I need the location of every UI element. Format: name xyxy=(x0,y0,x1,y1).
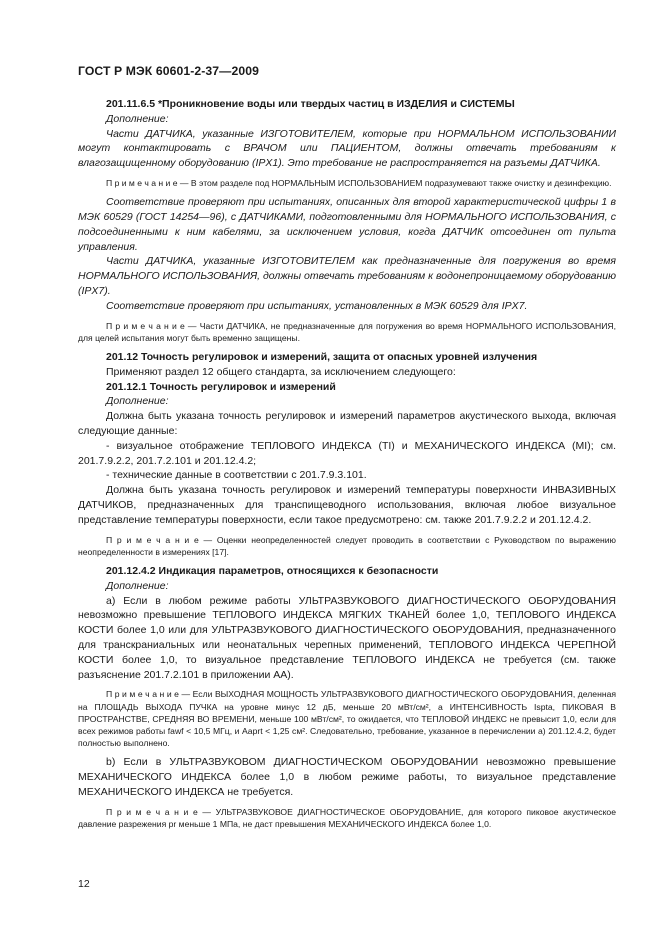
list-item: b) Если в УЛЬТРАЗВУКОВОМ ДИАГНОСТИЧЕСКОМ ОБОРУДОВАНИИ невозможно превышение МЕХАНИЧЕСКОГО ИНДЕКСА более 1,0 в любом режиме работы, то визуальное представление МЕХАНИЧЕСКОГО ИНДЕКСА не требуется. xyxy=(78,756,616,798)
section-heading: 201.11.6.5 *Проникновение воды или твердых частиц в ИЗДЕЛИЯ и СИСТЕМЫ xyxy=(106,98,515,110)
note: П р и м е ч а н и е — Оценки неопределенностей следует проводить в соответствии с Руководством по выражению неопределенности в измерениях [17]. xyxy=(78,534,616,557)
addition-label: Дополнение: xyxy=(106,112,169,125)
note: П р и м е ч а н и е — В этом разделе под НОРМАЛЬНЫМ ИСПОЛЬЗОВАНИЕМ подразумевают также очистку и дезинфекцию. xyxy=(106,177,612,188)
note: П р и м е ч а н и е — Если ВЫХОДНАЯ МОЩНОСТЬ УЛЬТРАЗВУКОВОГО ДИАГНОСТИЧЕСКОГО ОБОРУДОВАНИЯ, деленная на ПЛОЩАДЬ ВЫХОДА ПУЧКА на уровне минус 12 дБ, меньше 20 мВт/см², а ИНТЕНСИВНОСТЬ Ispta, ПИКОВАЯ В ПРОСТРАНСТВЕ, СРЕДНЯЯ ВО ВРЕМЕНИ, меньше 100 мВт/см², то ожидается, что ТЕПЛОВОЙ ИНДЕКС не превысит 1,0, если для всех режимов работы fawf < 10,5 МГц, и Aaprt < 1,25 см². Следовательно, требование, указанное в перечислении а) 201.12.4.2, будет полностью выполнено. xyxy=(78,689,616,749)
paragraph: Части ДАТЧИКА, указанные ИЗГОТОВИТЕЛЕМ, которые при НОРМАЛЬНОМ ИСПОЛЬЗОВАНИИ могут контактировать с ВРАЧОМ или ПАЦИЕНТОМ, должны отвечать требованиям к влагозащищенному оборудованию (IPX1). Это требование не распространяется на разъемы ДАТЧИКА. xyxy=(78,127,616,170)
paragraph: Соответствие проверяют при испытаниях, установленных в МЭК 60529 для IPX7. xyxy=(106,299,528,312)
paragraph: Соответствие проверяют при испытаниях, описанных для второй характеристической цифры 1 в МЭК 60529 (ГОСТ 14254—96), с ДАТЧИКАМИ, подготовленными для НОРМАЛЬНОГО ИСПОЛЬЗОВАНИЯ, с подсоединенными к ним кабелями, за исключением условия, когда ДАТЧИК отсоединен от пульта управления. xyxy=(78,196,616,253)
addition-label: Дополнение: xyxy=(106,579,169,592)
section-heading: 201.12.1 Точность регулировок и измерений xyxy=(106,380,336,393)
paragraph: Применяют раздел 12 общего стандарта, за исключением следующего: xyxy=(106,365,456,378)
paragraph: Части ДАТЧИКА, указанные ИЗГОТОВИТЕЛЕМ как предназначенные для погружения во время НОРМАЛЬНОГО ИСПОЛЬЗОВАНИЯ, должны отвечать требованиям к водонепроницаемому оборудованию (IPX7). xyxy=(78,255,616,297)
list-item: - технические данные в соответствии с 201.7.9.3.101. xyxy=(106,469,367,482)
note: П р и м е ч а н и е — Части ДАТЧИКА, не предназначенные для погружения во время НОРМАЛЬНОГО ИСПОЛЬЗОВАНИЯ, для целей испытания могут быть временно защищены. xyxy=(78,320,616,343)
section-heading: 201.12 Точность регулировок и измерений, защита от опасных уровней излучения xyxy=(106,350,538,363)
paragraph: Должна быть указана точность регулировок и измерений температуры поверхности ИНВАЗИВНЫХ ДАТЧИКОВ, предназначенных для транспищеводного использования, включая любое визуальное представление температуры поверхности, если такое предусмотрено: см. также 201.7.9.2.2 и 201.12.4.2. xyxy=(78,484,616,526)
document-header: ГОСТ Р МЭК 60601-2-37—2009 xyxy=(78,64,259,78)
addition-label: Дополнение: xyxy=(106,395,169,408)
document-body xyxy=(78,97,616,830)
section-heading: 201.12.4.2 Индикация параметров, относящихся к безопасности xyxy=(106,564,439,577)
page-number: 12 xyxy=(78,878,90,890)
list-item: a) Если в любом режиме работы УЛЬТРАЗВУКОВОГО ДИАГНОСТИЧЕСКОГО ОБОРУДОВАНИЯ невозможно превышение ТЕПЛОВОГО ИНДЕКСА МЯГКИХ ТКАНЕЙ более 1,0, ТЕПЛОВОГО ИНДЕКСА КОСТИ более 1,0 или для УЛЬТРАЗВУКОВОГО ДИАГНОСТИЧЕСКОГО ОБОРУДОВАНИЯ, предназначенного для транскраниальных или неонатальных черепных применений, ТЕПЛОВОГО ИНДЕКСА ЧЕРЕПНОЙ КОСТИ более 1,0, то визуальное представление ТЕПЛОВОГО ИНДЕКСА не требуется (см. также разъяснение 201.7.2.101 в приложении АА). xyxy=(78,594,616,681)
list-item: - визуальное отображение ТЕПЛОВОГО ИНДЕКСА (TI) и МЕХАНИЧЕСКОГО ИНДЕКСА (MI); см. 201.7.9.2.2, 201.7.2.101 и 201.12.4.2; xyxy=(78,439,616,467)
note: П р и м е ч а н и е — УЛЬТРАЗВУКОВОЕ ДИАГНОСТИЧЕСКОЕ ОБОРУДОВАНИЕ, для которого пиковое акустическое давление разрежения pr меньше 1 МПа, не даст превышения МЕХАНИЧЕСКОГО ИНДЕКСА более 1,0. xyxy=(78,806,616,829)
paragraph: Должна быть указана точность регулировок и измерений параметров акустического выхода, включая следующие данные: xyxy=(78,410,616,437)
